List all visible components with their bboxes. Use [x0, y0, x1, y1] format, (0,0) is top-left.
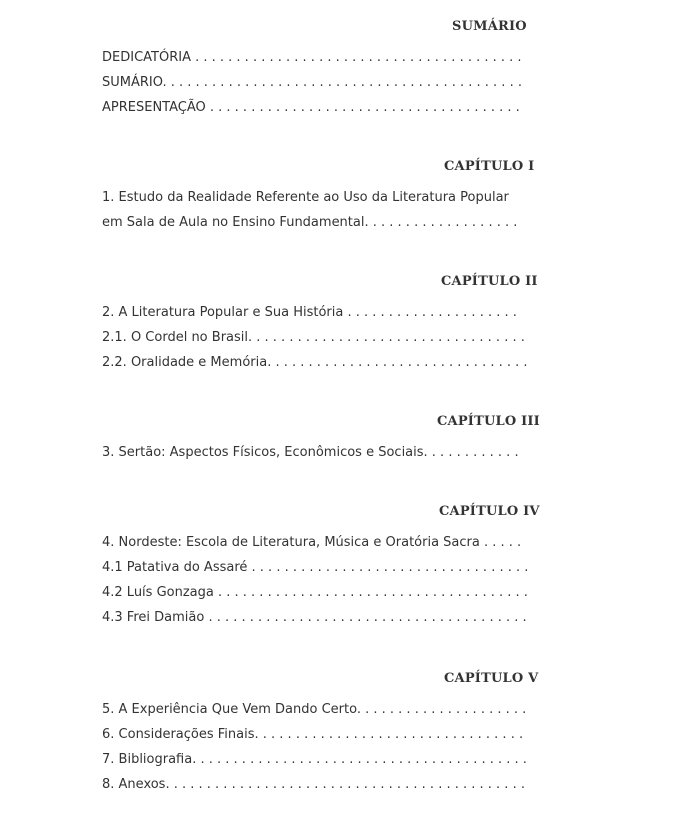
- toc-entry-sumario: SUMÁRIO. . . . . . . . . . . . . . . . . . . . . . . . . . . . . . . . . . . . . . . . . . . .: [102, 75, 522, 90]
- toc-entry-2: 2. A Literatura Popular e Sua História . . . . . . . . . . . . . . . . . . . . .: [102, 305, 517, 320]
- chapter-1-title: CAPÍTULO I: [444, 159, 535, 174]
- summary-title: SUMÁRIO: [452, 19, 527, 34]
- chapter-4-title: CAPÍTULO IV: [439, 504, 540, 519]
- chapter-3-title: CAPÍTULO III: [437, 414, 540, 429]
- toc-entry-dedicatoria: DEDICATÓRIA . . . . . . . . . . . . . . . . . . . . . . . . . . . . . . . . . . . . . . . .: [102, 50, 522, 65]
- toc-entry-8: 8. Anexos. . . . . . . . . . . . . . . . . . . . . . . . . . . . . . . . . . . . . . . . . . . .: [102, 777, 525, 792]
- toc-entry-3: 3. Sertão: Aspectos Físicos, Econômicos e Sociais. . . . . . . . . . . .: [102, 445, 519, 460]
- toc-entry-apresentacao: APRESENTAÇÃO . . . . . . . . . . . . . . . . . . . . . . . . . . . . . . . . . . . . . .: [102, 100, 520, 115]
- toc-entry-1-cont: em Sala de Aula no Ensino Fundamental. . . . . . . . . . . . . . . . . . .: [102, 215, 518, 230]
- toc-entry-4: 4. Nordeste: Escola de Literatura, Música e Oratória Sacra . . . . .: [102, 535, 522, 550]
- toc-entry-6: 6. Considerações Finais. . . . . . . . . . . . . . . . . . . . . . . . . . . . . . . . .: [102, 727, 524, 742]
- chapter-2-title: CAPÍTULO II: [441, 274, 538, 289]
- toc-entry-4-2: 4.2 Luís Gonzaga . . . . . . . . . . . . . . . . . . . . . . . . . . . . . . . . . . . . . .: [102, 585, 528, 600]
- toc-entry-1: 1. Estudo da Realidade Referente ao Uso da Literatura Popular: [102, 190, 509, 205]
- toc-entry-5: 5. A Experiência Que Vem Dando Certo. . . . . . . . . . . . . . . . . . . . .: [102, 702, 527, 717]
- toc-entry-4-3: 4.3 Frei Damião . . . . . . . . . . . . . . . . . . . . . . . . . . . . . . . . . . . . . . .: [102, 610, 527, 625]
- toc-entry-2-2: 2.2. Oralidade e Memória. . . . . . . . . . . . . . . . . . . . . . . . . . . . . . . .: [102, 355, 528, 370]
- toc-entry-2-1: 2.1. O Cordel no Brasil. . . . . . . . . . . . . . . . . . . . . . . . . . . . . . . . . .: [102, 330, 525, 345]
- toc-entry-7: 7. Bibliografia. . . . . . . . . . . . . . . . . . . . . . . . . . . . . . . . . . . . . . . . .: [102, 752, 527, 767]
- toc-entry-4-1: 4.1 Patativa do Assaré . . . . . . . . . . . . . . . . . . . . . . . . . . . . . . . . . .: [102, 560, 529, 575]
- chapter-5-title: CAPÍTULO V: [444, 671, 539, 686]
